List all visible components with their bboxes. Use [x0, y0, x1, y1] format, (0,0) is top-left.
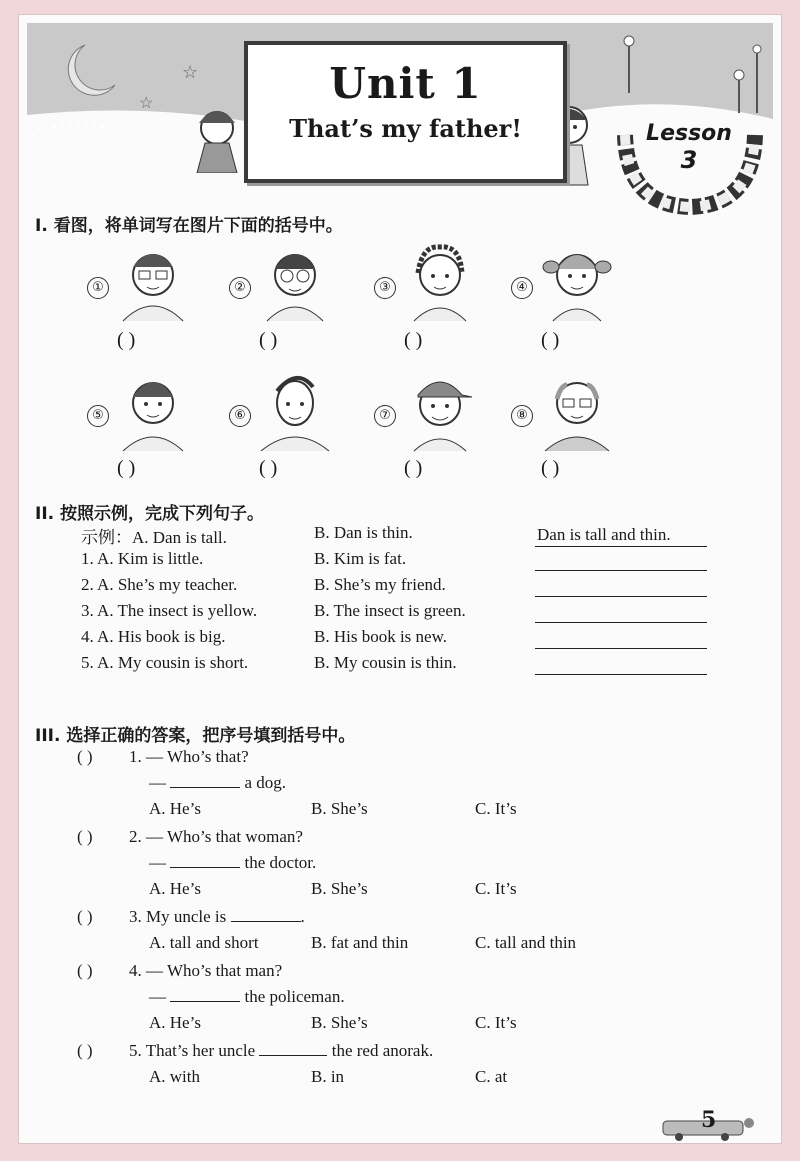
question-response: — a dog. — [149, 773, 287, 792]
sentence-a: 2. A. She’s my teacher. — [81, 575, 238, 594]
section-3-title: III. 选择正确的答案，把序号填到括号中。 — [35, 726, 356, 746]
example-a: 示例：A. Dan is tall. — [81, 528, 227, 547]
picture-item — [229, 371, 379, 491]
picture-item — [87, 371, 237, 491]
answer-line[interactable] — [535, 595, 707, 597]
young-man-icon — [257, 371, 337, 453]
picture-number: ① — [87, 277, 109, 299]
picture-item — [374, 371, 524, 491]
answer-parentheses[interactable]: ( ) — [77, 827, 93, 846]
sentence-b: B. She’s my friend. — [314, 575, 446, 594]
option-a: A. tall and short — [149, 933, 259, 952]
title-box — [244, 41, 567, 183]
answer-parentheses[interactable]: ( ) — [259, 329, 278, 351]
fill-blank[interactable] — [231, 907, 301, 922]
picture-number: ④ — [511, 277, 533, 299]
answer-parentheses[interactable]: ( ) — [77, 961, 93, 980]
fill-blank[interactable] — [259, 1041, 327, 1056]
sentence-b: B. Kim is fat. — [314, 549, 407, 568]
lesson-badge — [619, 107, 759, 207]
section-1-title: I. 看图，将单词写在图片下面的括号中。 — [35, 216, 343, 236]
option-c: C. It’s — [475, 1013, 517, 1032]
question-text: 1. — Who’s that? — [129, 747, 249, 766]
option-b: B. She’s — [311, 799, 368, 818]
answer-parentheses[interactable]: ( ) — [77, 907, 93, 926]
option-b: B. in — [311, 1067, 345, 1086]
section-2-title: II. 按照示例，完成下列句子。 — [35, 504, 265, 524]
example-answer: Dan is tall and thin. — [537, 525, 671, 544]
unit-title: Unit 1 — [329, 59, 482, 108]
answer-parentheses[interactable]: ( ) — [541, 457, 560, 479]
option-c: C. tall and thin — [475, 933, 577, 952]
answer-line[interactable] — [535, 673, 707, 675]
answer-parentheses[interactable]: ( ) — [404, 457, 423, 479]
pigtail-girl-icon — [539, 243, 619, 325]
svg-text:☆: ☆ — [139, 95, 154, 112]
picture-number: ⑧ — [511, 405, 533, 427]
option-a: A. He’s — [149, 879, 201, 898]
answer-parentheses[interactable]: ( ) — [404, 329, 423, 351]
old-man-icon — [539, 371, 619, 453]
boy-icon — [115, 371, 195, 453]
picture-number: ⑥ — [229, 405, 251, 427]
picture-item — [511, 243, 661, 363]
answer-line[interactable] — [535, 569, 707, 571]
cap-boy-icon — [402, 371, 482, 453]
picture-number: ② — [229, 277, 251, 299]
sentence-a: 4. A. His book is big. — [81, 627, 226, 646]
option-a: A. with — [149, 1067, 200, 1086]
man-glasses-icon — [115, 243, 195, 325]
sentence-b: B. My cousin is thin. — [314, 653, 457, 672]
example-answer-line — [535, 545, 707, 547]
question-text: 5. That’s her uncle the red anorak. — [129, 1041, 434, 1060]
question-text: 2. — Who’s that woman? — [129, 827, 303, 846]
sentence-b: B. His book is new. — [314, 627, 448, 646]
picture-item — [87, 243, 237, 363]
lesson-label: Lesson — [646, 121, 732, 146]
answer-parentheses[interactable]: ( ) — [117, 457, 136, 479]
picture-item — [229, 243, 379, 363]
answer-line[interactable] — [535, 647, 707, 649]
sentence-a: 3. A. The insect is yellow. — [81, 601, 258, 620]
option-a: A. He’s — [149, 799, 201, 818]
lesson-number: 3 — [680, 146, 698, 174]
picture-number: ⑦ — [374, 405, 396, 427]
page-number: 5 — [701, 1107, 717, 1133]
fill-blank[interactable] — [170, 853, 240, 868]
curly-girl-icon — [402, 243, 482, 325]
option-b: B. She’s — [311, 1013, 368, 1032]
sentence-b: B. The insect is green. — [314, 601, 466, 620]
option-b: B. She’s — [311, 879, 368, 898]
picture-item — [374, 243, 524, 363]
boy-glasses-icon — [257, 243, 337, 325]
answer-parentheses[interactable]: ( ) — [259, 457, 278, 479]
option-a: A. He’s — [149, 1013, 201, 1032]
fill-blank[interactable] — [170, 773, 240, 788]
option-c: C. It’s — [475, 879, 517, 898]
question-response: — the doctor. — [149, 853, 317, 872]
lesson-subtitle: That’s my father! — [289, 114, 522, 143]
option-c: C. It’s — [475, 799, 517, 818]
answer-parentheses[interactable]: ( ) — [77, 747, 93, 766]
question-text: 3. My uncle is . — [129, 907, 305, 926]
option-c: C. at — [475, 1067, 508, 1086]
sentence-a: 5. A. My cousin is short. — [81, 653, 249, 672]
answer-parentheses[interactable]: ( ) — [77, 1041, 93, 1060]
option-b: B. fat and thin — [311, 933, 409, 952]
picture-number: ③ — [374, 277, 396, 299]
question-response: — the policeman. — [149, 987, 345, 1006]
picture-number: ⑤ — [87, 405, 109, 427]
answer-line[interactable] — [535, 621, 707, 623]
sentence-a: 1. A. Kim is little. — [81, 549, 204, 568]
question-text: 4. — Who’s that man? — [129, 961, 283, 980]
svg-text:☆: ☆ — [182, 62, 199, 82]
worksheet-page — [18, 14, 782, 1144]
fill-blank[interactable] — [170, 987, 240, 1002]
picture-item — [511, 371, 661, 491]
answer-parentheses[interactable]: ( ) — [541, 329, 560, 351]
answer-parentheses[interactable]: ( ) — [117, 329, 136, 351]
example-b: B. Dan is thin. — [314, 523, 413, 542]
